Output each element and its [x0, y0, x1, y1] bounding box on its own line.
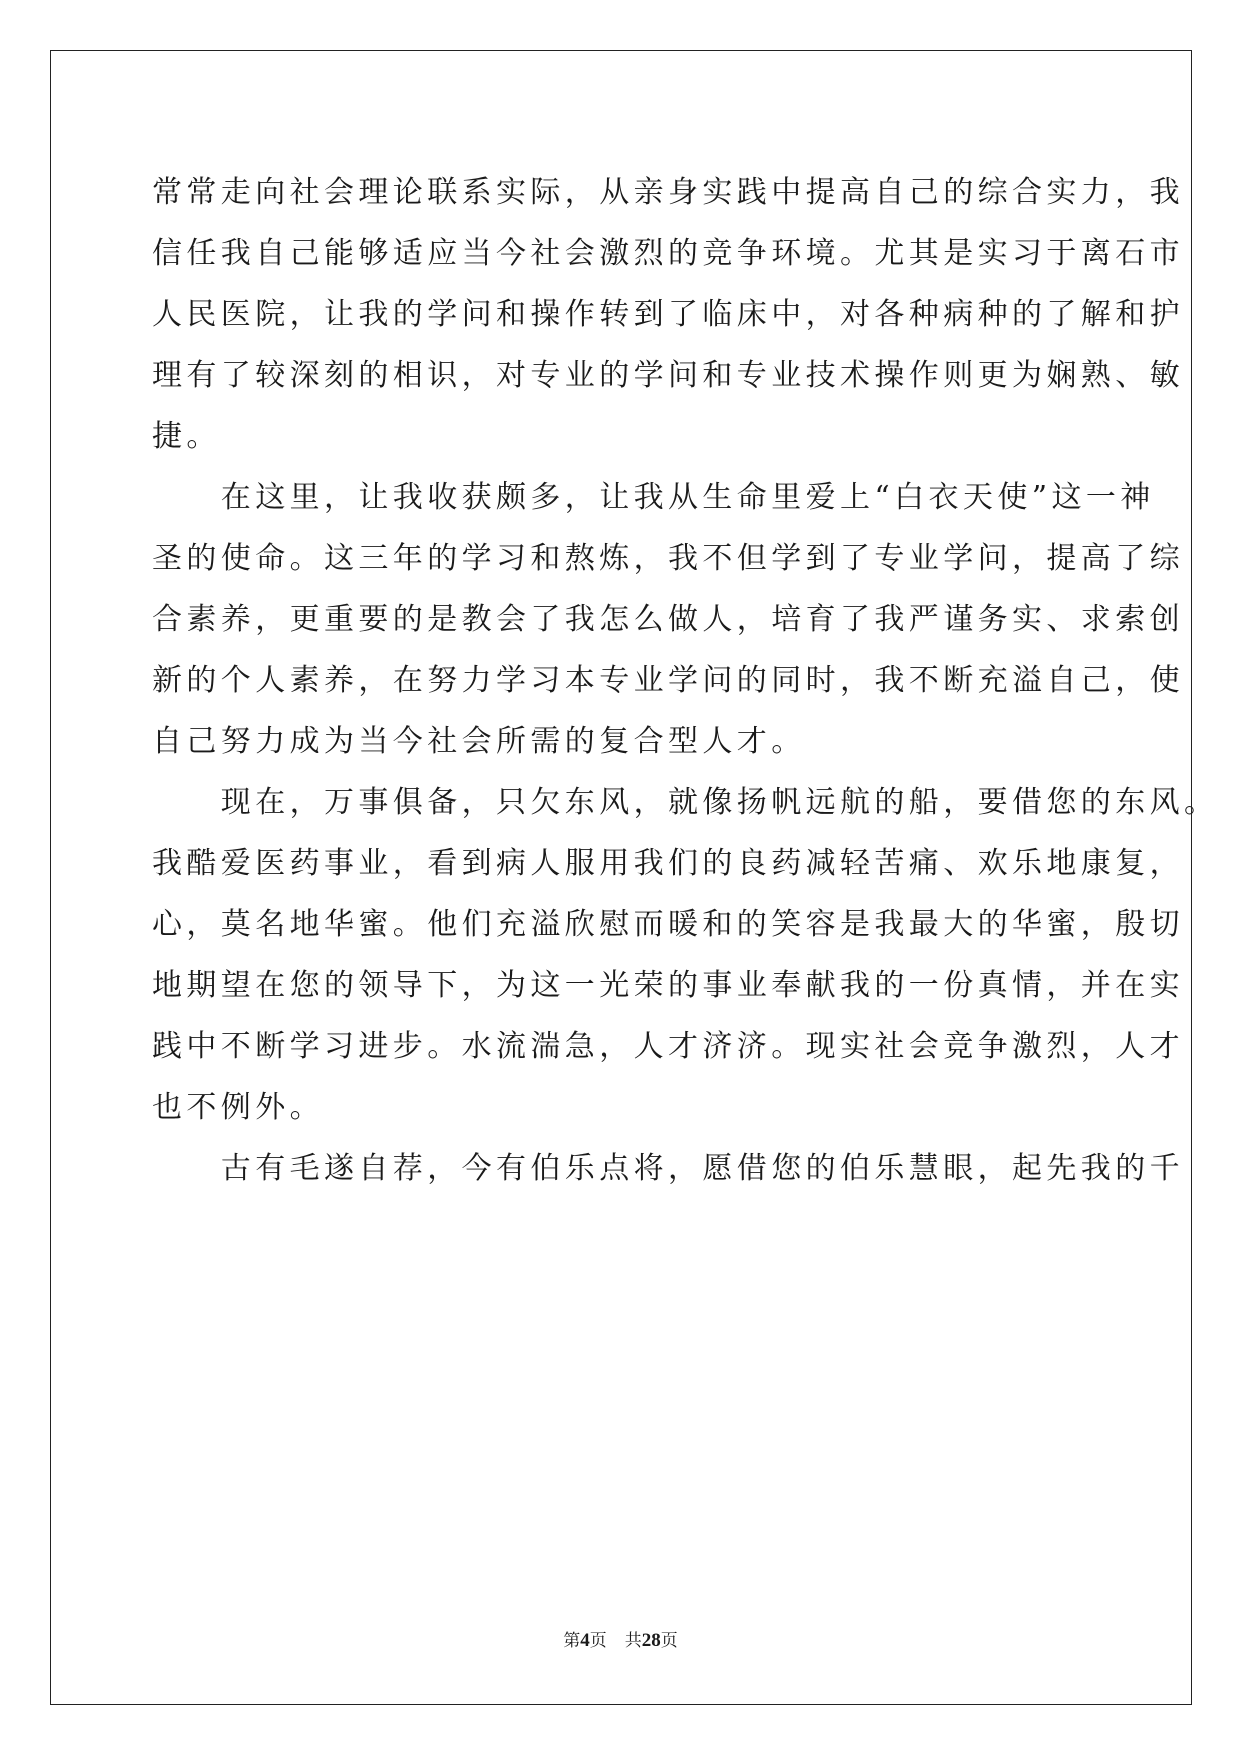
document-body [152, 162, 1219, 1199]
text-line: 人民医院，让我的学问和操作转到了临床中，对各种病种的了解和护 [152, 297, 1184, 332]
text-line: 心，莫名地华蜜。他们充溢欣慰而暖和的笑容是我最大的华蜜，殷切 [152, 907, 1184, 942]
text-line: 我酷爱医药事业，看到病人服用我们的良药减轻苦痛、欢乐地康复， [152, 846, 1184, 881]
page-footer [0, 1629, 1241, 1653]
page-label-prefix: 第 [563, 1631, 581, 1651]
text-line: 在这里，让我收获颇多，让我从生命里爱上“白衣天使”这一神 [152, 480, 1155, 515]
total-label-suffix: 页 [660, 1631, 678, 1651]
text-line: 捷。 [152, 419, 221, 454]
text-line: 信任我自己能够适应当今社会激烈的竞争环境。尤其是实习于离石市 [152, 236, 1184, 271]
text-line: 现在，万事俱备，只欠东风，就像扬帆远航的船，要借您的东风。 [152, 785, 1219, 820]
total-label-prefix: 共 [624, 1631, 642, 1651]
text-line: 合素养，更重要的是教会了我怎么做人，培育了我严谨务实、求索创 [152, 602, 1184, 637]
text-line: 古有毛遂自荐，今有伯乐点将，愿借您的伯乐慧眼，起先我的千 [152, 1151, 1184, 1186]
page-label-suffix: 页 [589, 1631, 607, 1651]
text-line: 自己努力成为当今社会所需的复合型人才。 [152, 724, 806, 759]
text-line: 也不例外。 [152, 1090, 324, 1125]
text-line: 地期望在您的领导下，为这一光荣的事业奉献我的一份真情，并在实 [152, 968, 1184, 1003]
text-line: 常常走向社会理论联系实际，从亲身实践中提高自己的综合实力，我 [152, 175, 1184, 210]
text-line: 圣的使命。这三年的学习和熬炼，我不但学到了专业学问，提高了综 [152, 541, 1184, 576]
text-line: 践中不断学习进步。水流湍急，人才济济。现实社会竞争激烈，人才 [152, 1029, 1184, 1064]
text-line: 新的个人素养，在努力学习本专业学问的同时，我不断充溢自己，使 [152, 663, 1184, 698]
page-number: 4 [580, 1630, 590, 1651]
total-pages: 28 [641, 1630, 661, 1651]
text-line: 理有了较深刻的相识，对专业的学问和专业技术操作则更为娴熟、敏 [152, 358, 1184, 393]
